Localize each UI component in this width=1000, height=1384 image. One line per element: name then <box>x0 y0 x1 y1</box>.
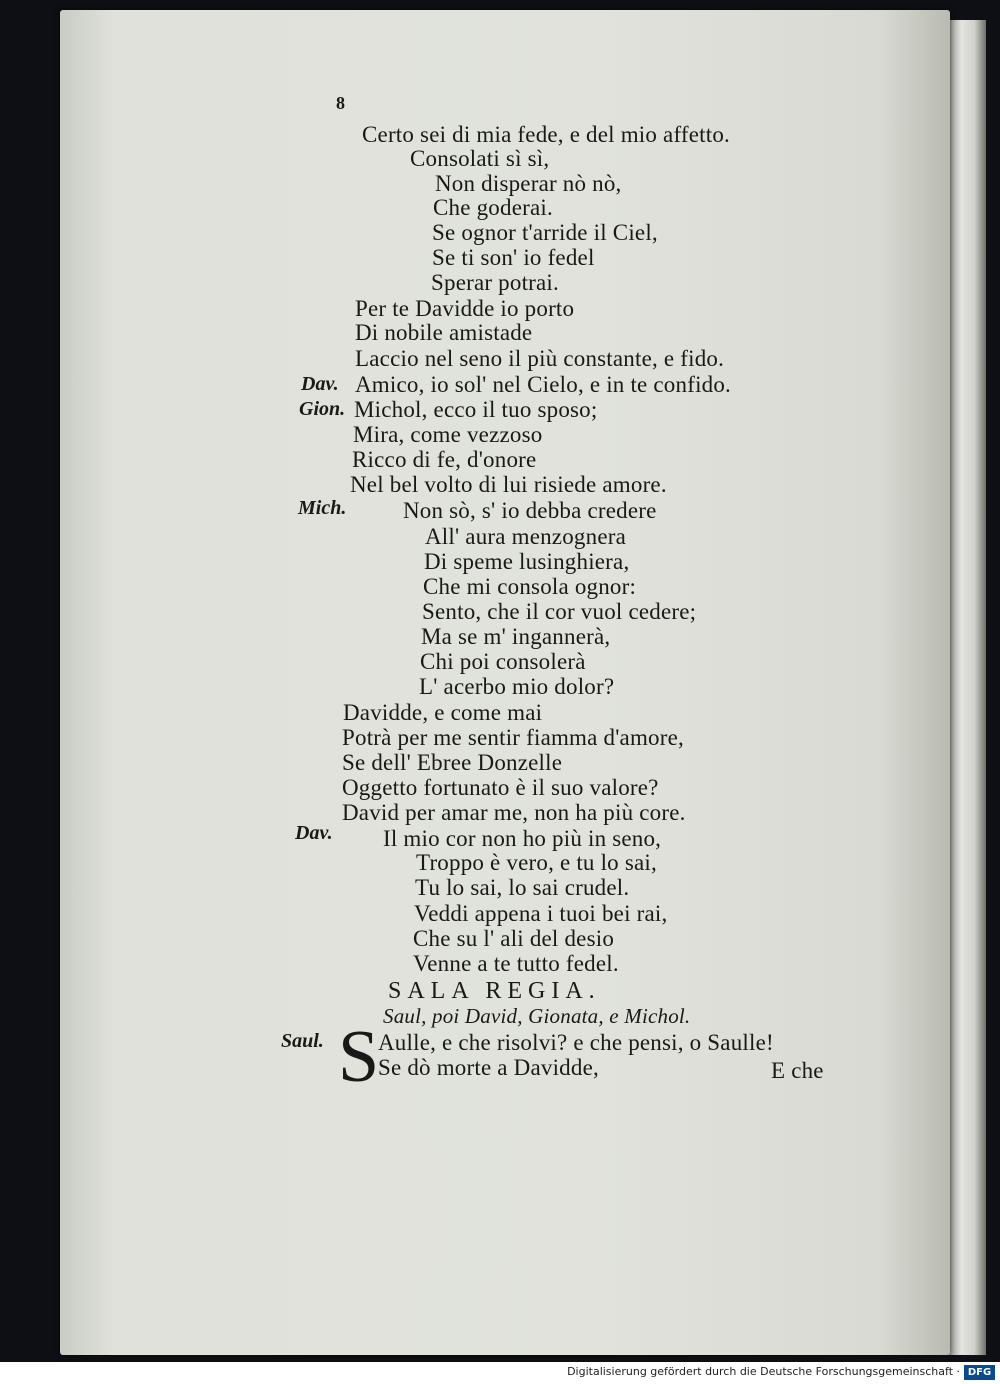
text-line: Se ognor t'arride il Ciel, <box>432 220 658 245</box>
text-line: Che su l' ali del desio <box>413 926 615 951</box>
text-line: Nel bel volto di lui risiede amore. <box>350 472 667 497</box>
text-line: Ma se m' ingannerà, <box>421 624 611 649</box>
text-line: Non sò, s' io debba credere <box>403 498 657 523</box>
speaker-label: Saul. <box>281 1030 324 1052</box>
text-line: Davidde, e come mai <box>343 700 543 725</box>
scene-heading: SALA REGIA. <box>388 978 601 1004</box>
speaker-label: Gion. <box>299 398 346 420</box>
speaker-label: Mich. <box>298 497 347 519</box>
text-line: Amico, io sol' nel Cielo, e in te confido. <box>355 372 732 397</box>
text-line: Sento, che il cor vuol cedere; <box>422 599 697 624</box>
text-line: Sperar potrai. <box>431 270 559 295</box>
text-line: Laccio nel seno il più constante, e fido. <box>355 346 725 371</box>
text-line: Potrà per me sentir fiamma d'amore, <box>342 725 684 750</box>
text-line: Consolati sì sì, <box>410 146 550 171</box>
text-line: Di speme lusinghiera, <box>424 549 630 574</box>
text-line: Tu lo sai, lo sai crudel. <box>415 875 630 900</box>
digitization-footer <box>0 1362 1000 1384</box>
text-line: Mira, come vezzoso <box>353 422 543 447</box>
text-line: Il mio cor non ho più in seno, <box>383 826 662 851</box>
text-line: Se dò morte a Davidde, <box>378 1055 599 1080</box>
catchword: E che <box>771 1058 824 1083</box>
text-line: L' acerbo mio dolor? <box>419 674 615 699</box>
drop-cap: S <box>338 1016 380 1098</box>
text-line: Chi poi consolerà <box>420 649 586 674</box>
footer-credit: Digitalisierung gefördert durch die Deutsche Forschungsgemeinschaft · <box>567 1365 960 1378</box>
text-line: Di nobile amistade <box>355 320 533 345</box>
page-number: 8 <box>336 93 346 113</box>
text-line: Se ti son' io fedel <box>432 245 595 270</box>
speaker-label: Dav. <box>301 373 339 395</box>
dfg-logo-icon: DFG <box>964 1365 995 1380</box>
text-line: Venne a te tutto fedel. <box>413 951 619 976</box>
text-line: Michol, ecco il tuo sposo; <box>354 397 598 422</box>
text-line: Troppo è vero, e tu lo sai, <box>416 850 657 875</box>
text-line: Veddi appena i tuoi bei rai, <box>414 901 668 926</box>
scene-characters: Saul, poi David, Gionata, e Michol. <box>383 1004 691 1028</box>
text-line: Ricco di fe, d'onore <box>352 447 537 472</box>
book-edge <box>948 20 986 1355</box>
text-line: David per amar me, non ha più core. <box>342 800 686 825</box>
speaker-label: Dav. <box>295 822 333 844</box>
text-line: All' aura menzognera <box>425 524 626 549</box>
text-line: Oggetto fortunato è il suo valore? <box>342 775 659 800</box>
text-line: Se dell' Ebree Donzelle <box>342 750 563 775</box>
text-line: Certo sei di mia fede, e del mio affetto. <box>362 122 730 147</box>
text-line: Non disperar nò nò, <box>435 171 622 196</box>
text-line: Per te Davidde io porto <box>355 296 575 321</box>
text-line: Che mi consola ognor: <box>423 574 637 599</box>
text-line: Che goderai. <box>433 195 553 220</box>
text-line: Aulle, e che risolvi? e che pensi, o Saulle! <box>378 1030 774 1055</box>
